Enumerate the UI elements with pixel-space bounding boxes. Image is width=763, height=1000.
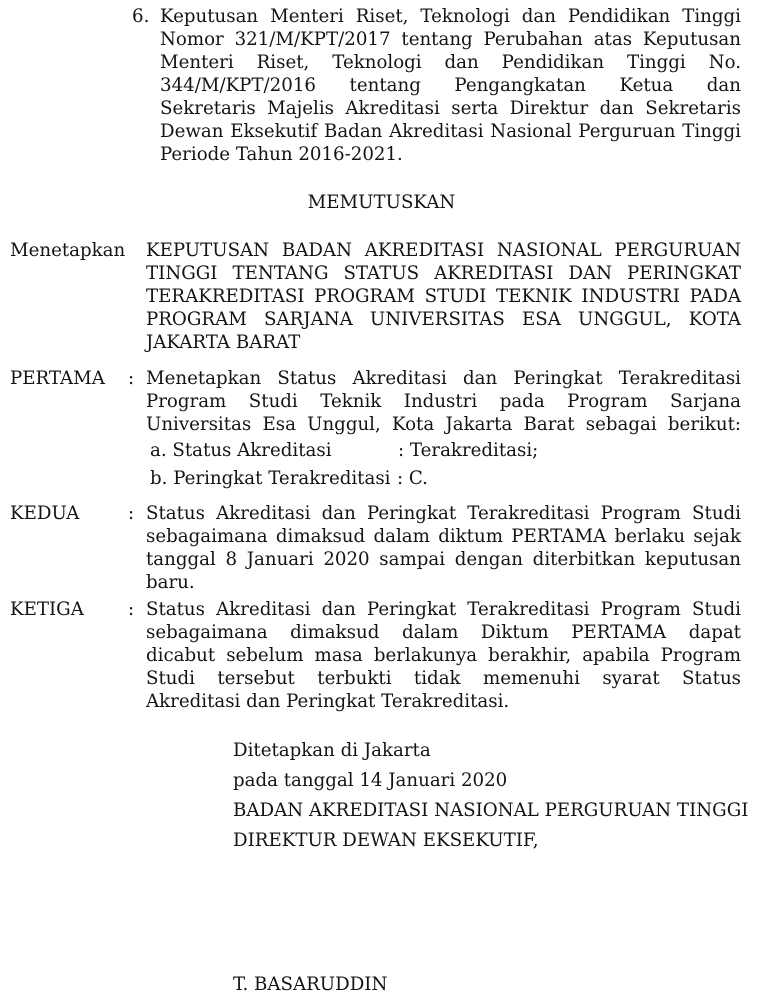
signatory-name: T. BASARUDDIN: [233, 974, 388, 995]
pertama-item-a-value: : Terakreditasi;: [398, 440, 539, 461]
menetapkan-label: Menetapkan: [10, 240, 126, 261]
ketiga-label: KETIGA: [10, 599, 84, 620]
item-6-line: Periode Tahun 2016-2021.: [160, 144, 403, 165]
ketiga-line: sebagaimana dimaksud dalam Diktum PERTAMA dapat: [146, 622, 741, 643]
signature-institution: BADAN AKREDITASI NASIONAL PERGURUAN TINGGI: [233, 800, 749, 821]
signature-date: pada tanggal 14 Januari 2020: [233, 770, 508, 791]
ketiga-colon: :: [128, 599, 135, 620]
pertama-item-a-label: a. Status Akreditasi: [150, 440, 332, 461]
pertama-line: Menetapkan Status Akreditasi dan Peringkat Terakreditasi: [146, 368, 741, 389]
menetapkan-line: TERAKREDITASI PROGRAM STUDI TEKNIK INDUSTRI PADA: [146, 286, 741, 307]
signature-place: Ditetapkan di Jakarta: [233, 740, 431, 761]
item-number: 6.: [132, 6, 150, 27]
item-6-line: Sekretaris Majelis Akreditasi serta Direktur dan Sekretaris: [160, 98, 741, 119]
kedua-line: Status Akreditasi dan Peringkat Terakreditasi Program Studi: [146, 503, 741, 524]
pertama-line: Universitas Esa Unggul, Kota Jakarta Barat sebagai berikut:: [146, 414, 741, 435]
menetapkan-line: TINGGI TENTANG STATUS AKREDITASI DAN PERINGKAT: [146, 263, 741, 284]
item-6-line: Menteri Riset, Teknologi dan Pendidikan Tinggi No.: [160, 52, 741, 73]
pertama-item-b-label: b. Peringkat Terakreditasi: [150, 468, 391, 489]
kedua-line: tanggal 8 Januari 2020 sampai dengan diterbitkan keputusan: [146, 549, 741, 570]
signature-position: DIREKTUR DEWAN EKSEKUTIF,: [233, 830, 539, 851]
ketiga-line: Status Akreditasi dan Peringkat Terakreditasi Program Studi: [146, 599, 741, 620]
menetapkan-line: PROGRAM SARJANA UNIVERSITAS ESA UNGGUL, KOTA: [146, 309, 741, 330]
kedua-line: sebagaimana dimaksud dalam diktum PERTAMA berlaku sejak: [146, 526, 741, 547]
kedua-colon: :: [128, 503, 135, 524]
pertama-label: PERTAMA: [10, 368, 105, 389]
item-6-line: Nomor 321/M/KPT/2017 tentang Perubahan atas Keputusan: [160, 29, 741, 50]
decision-heading: MEMUTUSKAN: [307, 192, 456, 213]
menetapkan-line: KEPUTUSAN BADAN AKREDITASI NASIONAL PERGURUAN: [146, 240, 741, 261]
kedua-label: KEDUA: [10, 503, 80, 524]
item-6-line: 344/M/KPT/2016 tentang Pengangkatan Ketua dan: [160, 75, 741, 96]
item-6-line: Keputusan Menteri Riset, Teknologi dan Pendidikan Tinggi: [160, 6, 741, 27]
ketiga-line: dicabut sebelum masa berlakunya berakhir, apabila Program: [146, 645, 741, 666]
ketiga-line: Studi tersebut terbukti tidak memenuhi syarat Status: [146, 668, 741, 689]
pertama-line: Program Studi Teknik Industri pada Program Sarjana: [146, 391, 741, 412]
kedua-line: baru.: [146, 572, 195, 593]
item-6-line: Dewan Eksekutif Badan Akreditasi Nasional Perguruan Tinggi: [160, 121, 741, 142]
pertama-colon: :: [128, 368, 135, 389]
menetapkan-line: JAKARTA BARAT: [146, 332, 301, 353]
ketiga-line: Akreditasi dan Peringkat Terakreditasi.: [146, 691, 510, 712]
pertama-item-b-value: : C.: [397, 468, 428, 489]
